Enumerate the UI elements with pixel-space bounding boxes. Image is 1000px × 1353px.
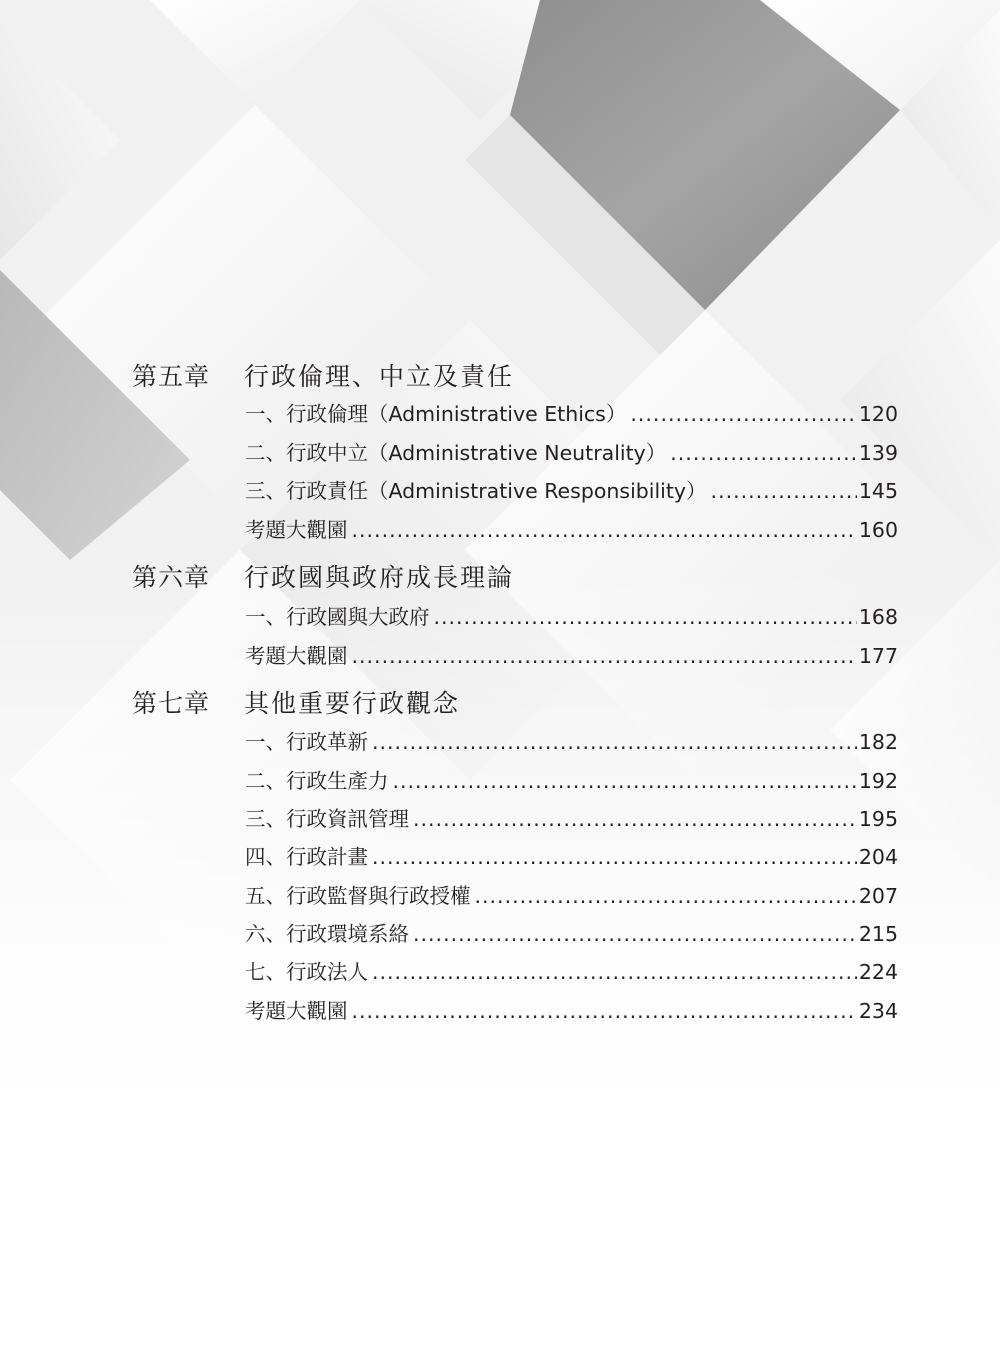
dot-leader [475, 883, 857, 909]
toc-entry[interactable] [245, 604, 898, 630]
page-number: 168 [858, 605, 898, 629]
entry-label: 考題大觀園 [245, 644, 348, 668]
entry-label: 二、行政中立（Administrative Neutrality） [245, 441, 667, 465]
toc-entry[interactable] [245, 440, 898, 466]
dot-leader [393, 768, 857, 794]
entry-label: 一、行政革新 [245, 730, 368, 754]
page-number: 195 [858, 807, 898, 831]
page-number: 204 [858, 845, 898, 869]
chapter-heading-5 [132, 362, 912, 392]
page-number: 207 [858, 884, 898, 908]
chapter-title: 其他重要行政觀念 [244, 689, 461, 718]
chapter-number: 第七章 [132, 689, 211, 718]
toc-entry[interactable] [245, 844, 898, 870]
dot-leader [372, 844, 857, 870]
dot-leader [413, 921, 857, 947]
page-number: 224 [858, 960, 898, 984]
chapter-heading-7 [132, 689, 912, 719]
entry-label: 二、行政生產力 [245, 769, 389, 793]
chapter-number: 第五章 [132, 362, 211, 391]
toc-entry[interactable] [245, 478, 898, 504]
dot-leader [372, 729, 857, 755]
dot-leader [630, 401, 856, 427]
dot-leader [352, 517, 857, 543]
entry-label: 七、行政法人 [245, 960, 368, 984]
page-number: 145 [858, 479, 898, 503]
page-number: 192 [858, 769, 898, 793]
page-number: 234 [858, 999, 898, 1023]
page-number: 182 [858, 730, 898, 754]
dot-leader [372, 959, 857, 985]
entry-label: 三、行政資訊管理 [245, 807, 409, 831]
chapter-title: 行政倫理、中立及責任 [244, 362, 515, 391]
dot-leader [434, 604, 857, 630]
toc-entry[interactable] [245, 921, 898, 947]
page-number: 215 [858, 922, 898, 946]
toc-entry[interactable] [245, 959, 898, 985]
toc-entry[interactable] [245, 998, 898, 1024]
chapter-number: 第六章 [132, 563, 211, 592]
entry-label: 考題大觀園 [245, 518, 348, 542]
chapter-title: 行政國與政府成長理論 [244, 563, 515, 592]
toc-entry[interactable] [245, 729, 898, 755]
toc-entry[interactable] [245, 768, 898, 794]
toc-entry[interactable] [245, 401, 898, 427]
entry-label: 考題大觀園 [245, 999, 348, 1023]
entry-label: 一、行政倫理（Administrative Ethics） [245, 402, 627, 426]
page-number: 120 [858, 402, 898, 426]
entry-label: 五、行政監督與行政授權 [245, 884, 471, 908]
dot-leader [352, 643, 857, 669]
page-number: 160 [858, 518, 898, 542]
dot-leader [413, 806, 857, 832]
entry-label: 三、行政責任（Administrative Responsibility） [245, 479, 707, 503]
toc-entry[interactable] [245, 517, 898, 543]
dot-leader [670, 440, 857, 466]
entry-label: 四、行政計畫 [245, 845, 368, 869]
page-number: 177 [858, 644, 898, 668]
toc-entry[interactable] [245, 806, 898, 832]
entry-label: 一、行政國與大政府 [245, 605, 430, 629]
page-number: 139 [858, 441, 898, 465]
toc-entry[interactable] [245, 883, 898, 909]
dot-leader [711, 478, 857, 504]
dot-leader [352, 998, 857, 1024]
toc-entry[interactable] [245, 643, 898, 669]
chapter-heading-6 [132, 563, 912, 593]
entry-label: 六、行政環境系絡 [245, 922, 409, 946]
